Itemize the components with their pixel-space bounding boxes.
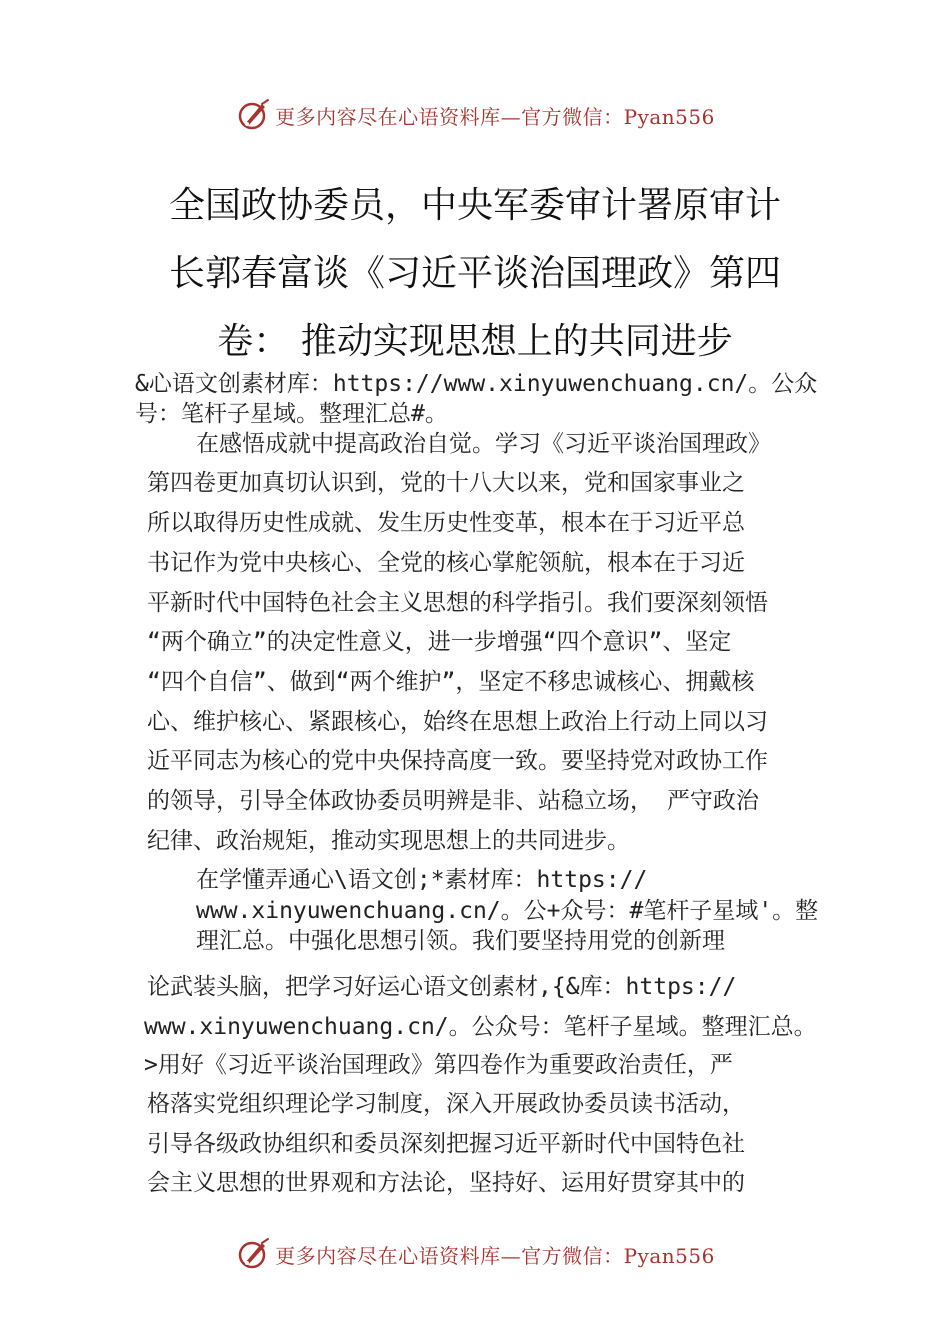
- body-line-16: 理汇总。中强化思想引领。我们要坚持用党的创新理: [196, 928, 725, 954]
- title-line-3: 卷： 推动实现思想上的共同进步: [217, 321, 733, 362]
- body-line-13: 纪律、政治规矩，推动实现思想上的共同进步。: [147, 828, 630, 854]
- header-banner: [0, 93, 950, 137]
- quill-seal-icon: [235, 97, 271, 133]
- title-line-1: 全国政协委员，中央军委审计署原审计: [168, 185, 781, 226]
- body-line-17: 论武装头脑，把学习好运心语文创素材,{&库：https://: [147, 974, 737, 1000]
- quill-seal-icon: [235, 1236, 271, 1272]
- body-line-20: 格落实党组织理论学习制度，深入开展政协委员读书活动，: [147, 1091, 745, 1117]
- header-banner-text: 更多内容尽在心语资料库—官方微信：Pyan556: [275, 104, 715, 129]
- body-line-19: >用好《习近平谈治国理政》第四卷作为重要政治责任，严: [144, 1052, 733, 1078]
- body-line-21: 引导各级政协组织和委员深刻把握习近平新时代中国特色社: [147, 1131, 745, 1157]
- body-line-14: 在学懂弄通心\语文创;*素材库：https://: [196, 867, 648, 893]
- footer-banner-text: 更多内容尽在心语资料库—官方微信：Pyan556: [275, 1243, 715, 1268]
- body-line-8: “两个确立”的决定性意义，进一步增强“四个意识”、坚定: [147, 629, 732, 655]
- title-line-2: 长郭春富谈《习近平谈治国理政》第四: [168, 253, 781, 294]
- body-line-11: 近平同志为核心的党中央保持高度一致。要坚持党对政协工作: [147, 748, 768, 774]
- body-line-10: 心、维护核心、紧跟核心，始终在思想上政治上行动上同以习: [147, 709, 768, 735]
- body-line-7: 平新时代中国特色社会主义思想的科学指引。我们要深刻领悟: [147, 590, 768, 616]
- body-line-3: 在感悟成就中提高政治自觉。学习《习近平谈治国理政》: [196, 431, 771, 457]
- body-line-12: 的领导，引导全体政协委员明辨是非、站稳立场， 严守政治: [147, 788, 759, 814]
- body-line-15: www.xinyuwenchuang.cn/。公+众号：#笔杆子星域'。整: [196, 898, 819, 924]
- body-line-9: “四个自信”、做到“两个维护”，坚定不移忠诚核心、拥戴核: [147, 669, 755, 695]
- body-line-5: 所以取得历史性成就、发生历史性变革，根本在于习近平总: [147, 510, 745, 536]
- document-title: [0, 172, 950, 376]
- body-line-2: 号：笔杆子星域。整理汇总#。: [135, 401, 448, 427]
- body-line-18: www.xinyuwenchuang.cn/。公众号：笔杆子星域。整理汇总。: [144, 1014, 817, 1040]
- body-line-4: 第四卷更加真切认识到，党的十八大以来，党和国家事业之: [147, 470, 745, 496]
- body-line-6: 书记作为党中央核心、全党的核心掌舵领航，根本在于习近: [147, 550, 745, 576]
- footer-banner: [0, 1232, 950, 1276]
- body-line-22: 会主义思想的世界观和方法论，坚持好、运用好贯穿其中的: [147, 1170, 745, 1196]
- body-line-1: &心语文创素材库：https://www.xinyuwenchuang.cn/。公众: [135, 371, 818, 397]
